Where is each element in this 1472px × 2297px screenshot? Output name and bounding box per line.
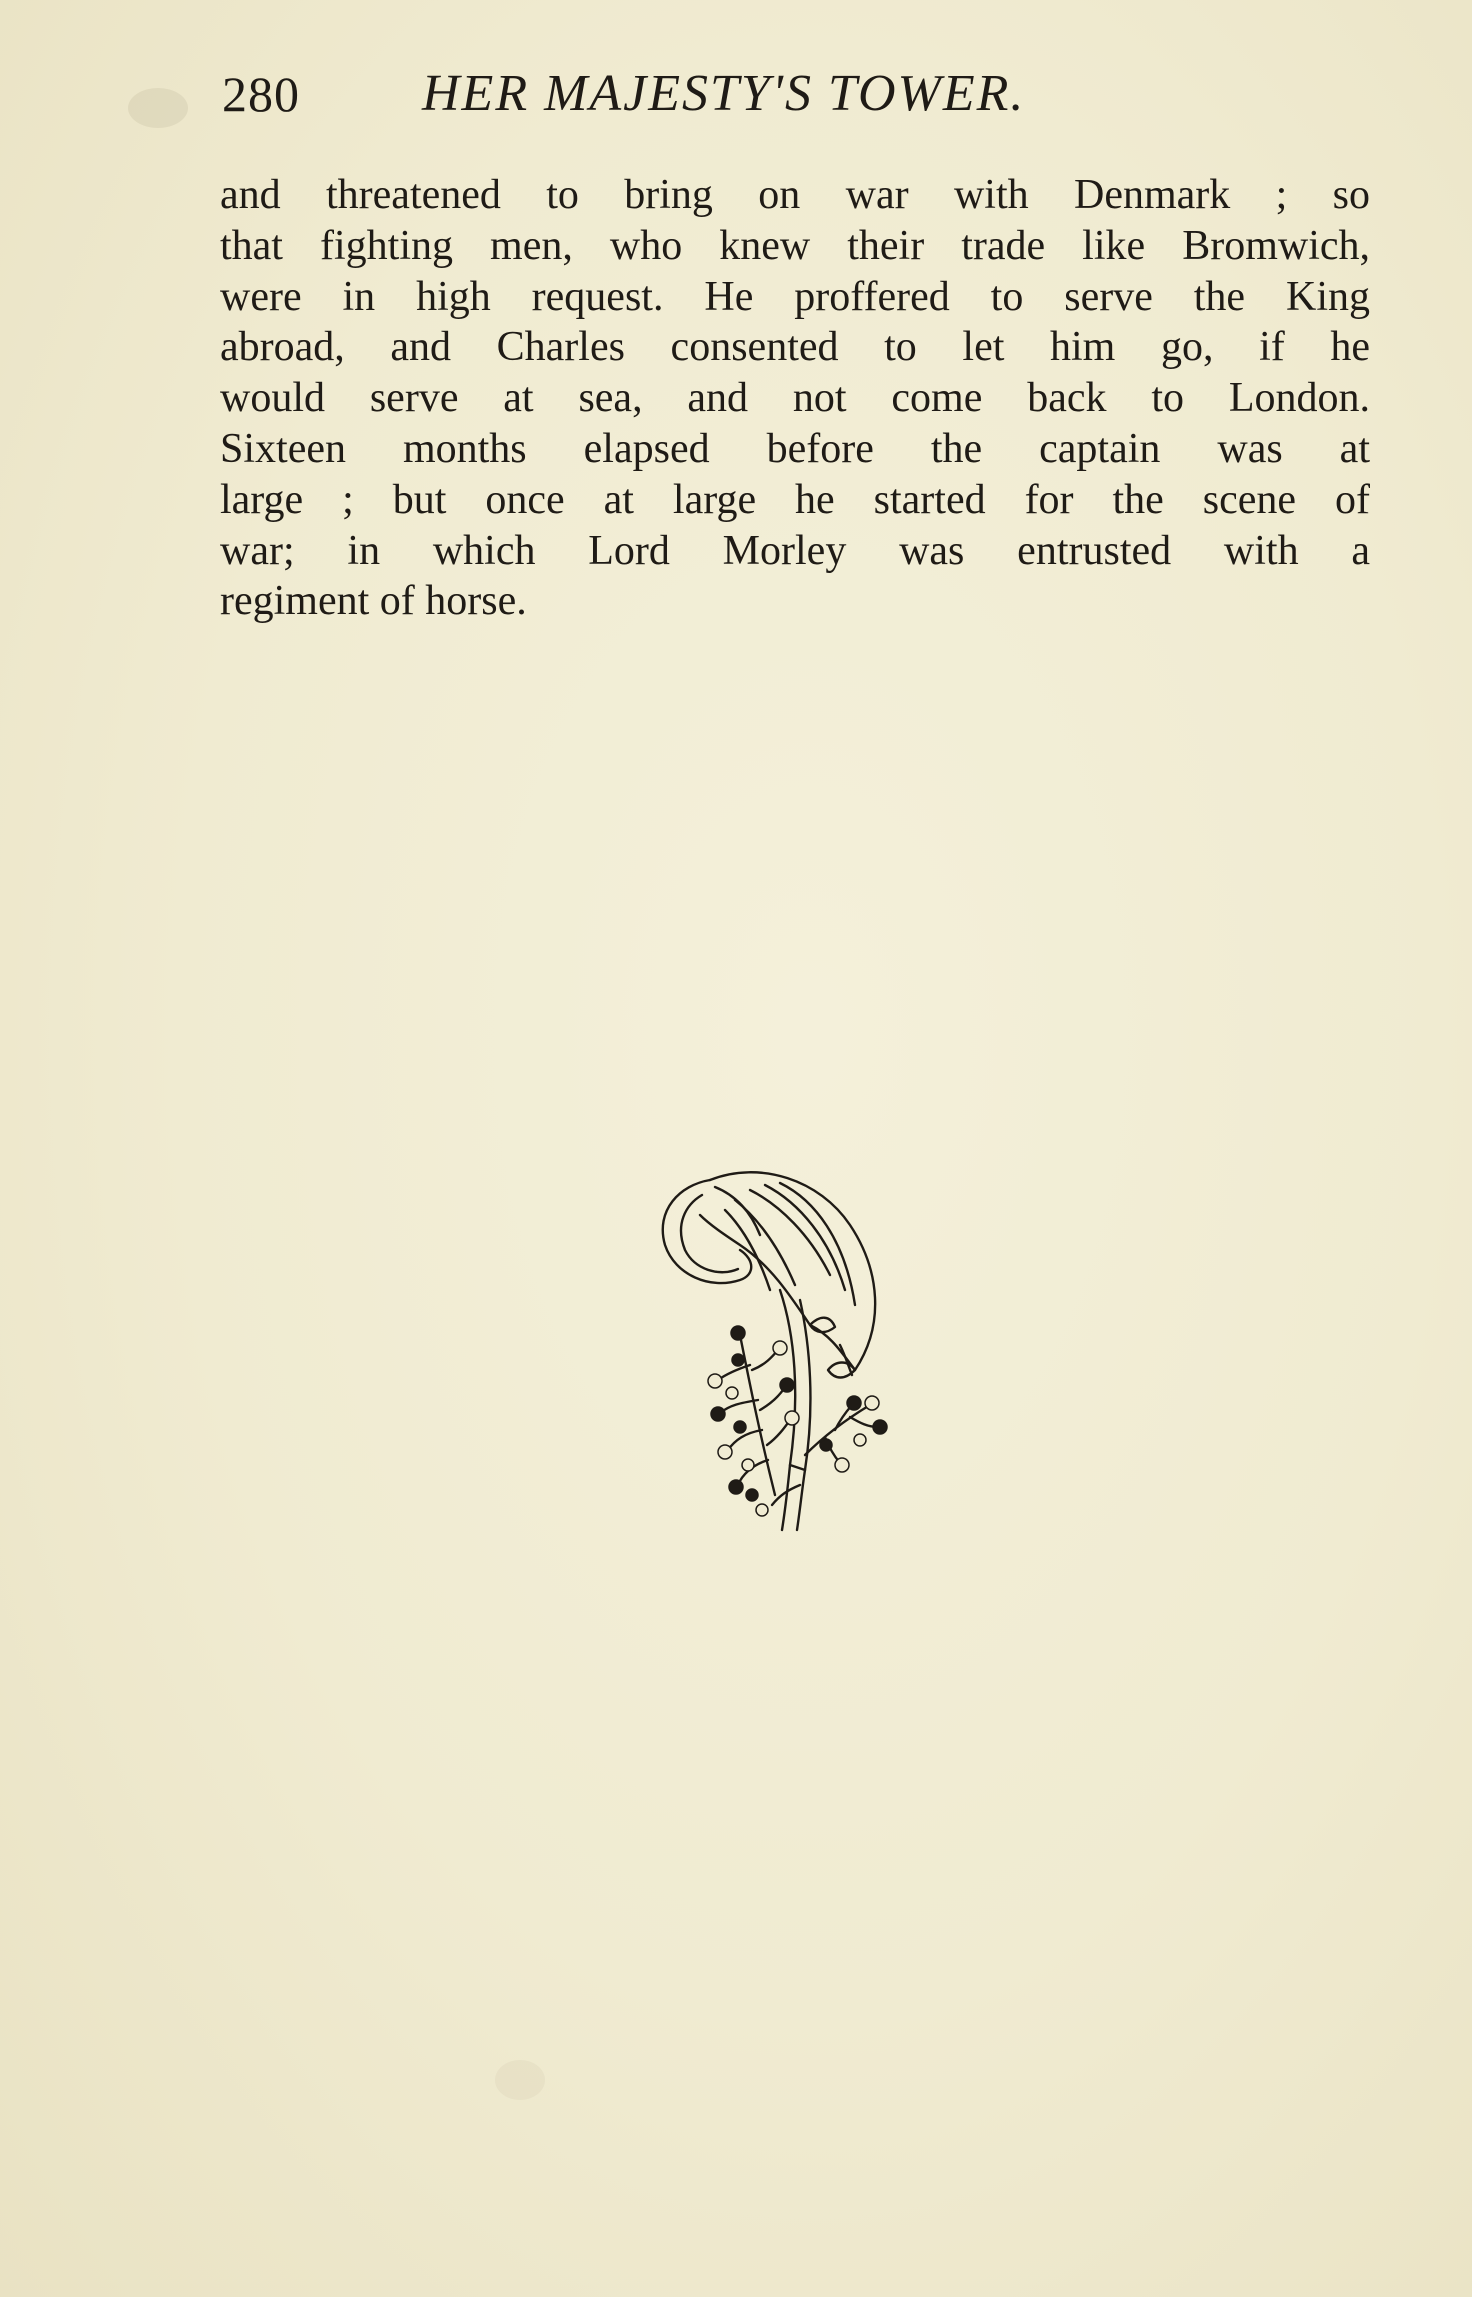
text-line: and threatened to bring on war with Denmark ; so bbox=[220, 172, 1370, 218]
ink-smudge bbox=[495, 2060, 545, 2100]
text-line: war; in which Lord Morley was entrusted with a bbox=[220, 527, 1370, 574]
text-line: regiment of horse. bbox=[220, 578, 527, 625]
page-number: 280 bbox=[222, 66, 300, 122]
text-line: were in high request. He proffered to serve the King bbox=[220, 273, 1370, 320]
text-line: large ; but once at large he started for the scene of bbox=[220, 476, 1370, 523]
text-line: that fighting men, who knew their trade like Bromwich, bbox=[220, 222, 1370, 269]
running-head-title: HER MAJESTY'S TOWER. bbox=[422, 65, 1026, 122]
ink-smudge bbox=[128, 88, 188, 128]
text-line: abroad, and Charles consented to let him go, if he bbox=[220, 324, 1370, 371]
text-line: would serve at sea, and not come back to London. bbox=[220, 375, 1370, 422]
text-line: Sixteen months elapsed before the captain was at bbox=[220, 425, 1370, 472]
body-text bbox=[220, 170, 1370, 627]
arum-lily-flower-icon bbox=[640, 1165, 940, 1545]
